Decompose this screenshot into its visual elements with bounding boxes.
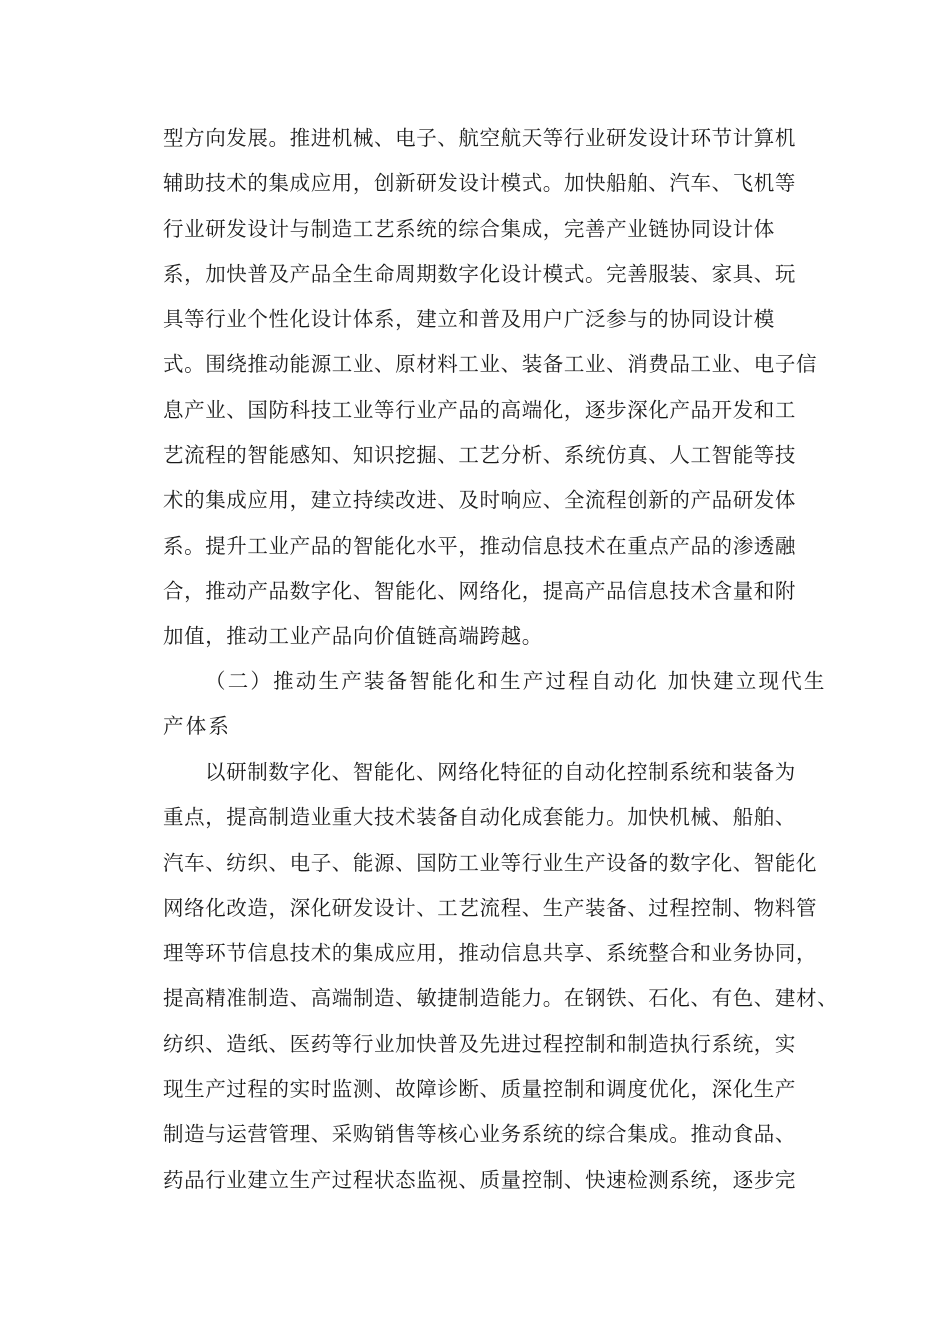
paragraph-line: 合，推动产品数字化、智能化、网络化，提高产品信息技术含量和附: [163, 578, 796, 603]
paragraph-line: 系。提升工业产品的智能化水平，推动信息技术在重点产品的渗透融: [163, 533, 796, 558]
paragraph-line: 汽车、纺织、电子、能源、国防工业等行业生产设备的数字化、智能化: [163, 850, 818, 875]
paragraph-line: 纺织、造纸、医药等行业加快普及先进过程控制和制造执行系统，实: [163, 1031, 796, 1056]
paragraph-line: 以研制数字化、智能化、网络化特征的自动化控制系统和装备为: [205, 760, 796, 784]
paragraph-line: 辅助技术的集成应用，创新研发设计模式。加快船舶、汽车、飞机等: [163, 171, 796, 196]
paragraph-production-automation: [163, 750, 839, 1203]
paragraph-line: 药品行业建立生产过程状态监视、质量控制、快速检测系统，逐步完: [163, 1167, 796, 1192]
paragraph-line: 网络化改造，深化研发设计、工艺流程、生产装备、过程控制、物料管: [163, 895, 818, 920]
paragraph-line: 行业研发设计与制造工艺系统的综合集成，完善产业链协同设计体: [163, 216, 775, 241]
paragraph-line: 术的集成应用，建立持续改进、及时响应、全流程创新的产品研发体: [163, 488, 796, 513]
paragraph-line: 制造与运营管理、采购销售等核心业务系统的综合集成。推动食品、: [163, 1122, 796, 1147]
paragraph-product-design: [163, 116, 818, 660]
paragraph-line: 型方向发展。推进机械、电子、航空航天等行业研发设计环节计算机: [163, 126, 796, 150]
section-heading: [163, 659, 827, 750]
paragraph-line: 具等行业个性化设计体系，建立和普及用户广泛参与的协同设计模: [163, 307, 775, 332]
paragraph-line: 式。围绕推动能源工业、原材料工业、装备工业、消费品工业、电子信: [163, 352, 818, 377]
heading-line: （二）推动生产装备智能化和生产过程自动化 加快建立现代生: [205, 669, 827, 693]
paragraph-line: 艺流程的智能感知、知识挖掘、工艺分析、系统仿真、人工智能等技: [163, 443, 796, 468]
heading-line: 产体系: [163, 714, 232, 739]
paragraph-line: 理等环节信息技术的集成应用，推动信息共享、系统整合和业务协同，: [163, 941, 818, 966]
paragraph-line: 系，加快普及产品全生命周期数字化设计模式。完善服装、家具、玩: [163, 261, 796, 286]
paragraph-line: 提高精准制造、高端制造、敏捷制造能力。在钢铁、石化、有色、建材、: [163, 986, 839, 1011]
paragraph-line: 现生产过程的实时监测、故障诊断、质量控制和调度优化，深化生产: [163, 1077, 796, 1102]
paragraph-line: 重点，提高制造业重大技术装备自动化成套能力。加快机械、船舶、: [163, 805, 796, 830]
paragraph-line: 加值，推动工业产品向价值链高端跨越。: [163, 624, 543, 649]
paragraph-line: 息产业、国防科技工业等行业产品的高端化，逐步深化产品开发和工: [163, 397, 796, 422]
